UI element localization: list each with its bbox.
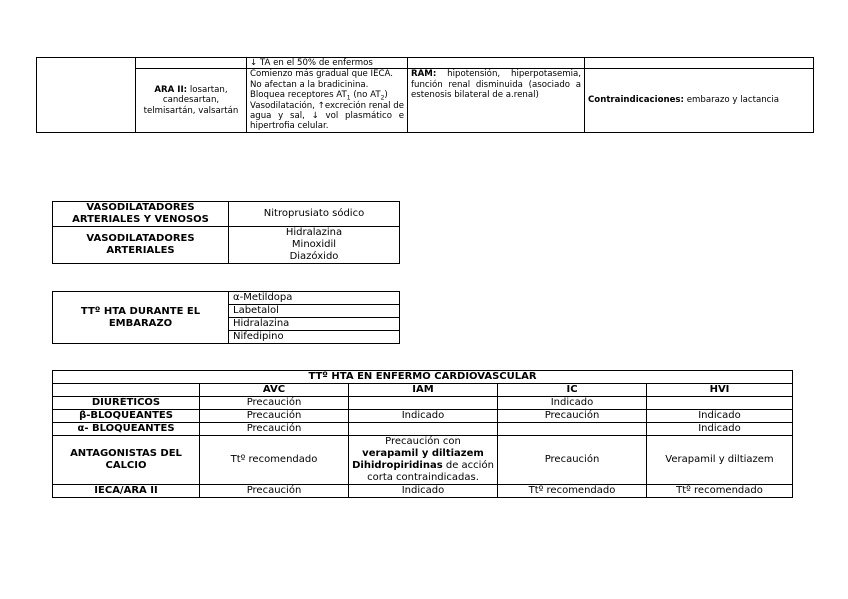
vasodilator-label: VASODILATADORES ARTERIALES bbox=[53, 227, 229, 264]
iam-text: Precaución con bbox=[385, 436, 461, 447]
pregnancy-drug: Labetalol bbox=[229, 305, 400, 318]
vasodilator-drug: Nitroprusiato sódico bbox=[229, 202, 400, 227]
header-row bbox=[53, 384, 793, 397]
cardio-table-title: TTº HTA EN ENFERMO CARDIOVASCULAR bbox=[53, 371, 793, 384]
table-cell: Indicado bbox=[498, 397, 647, 410]
row-label: IECA/ARA II bbox=[53, 485, 200, 498]
table-row bbox=[53, 410, 793, 423]
ram-text: hipotensión, hiperpotasemia, función renal disminuida (asociado a estenosis bilateral de a.renal) bbox=[411, 69, 581, 101]
vasodilator-drug: Hidralazina bbox=[285, 227, 343, 238]
pregnancy-drug: Hidralazina bbox=[229, 318, 400, 331]
table-row bbox=[53, 423, 793, 436]
table-cell: Verapamil y diltiazem bbox=[647, 436, 793, 485]
ram-label: RAM: bbox=[411, 69, 437, 80]
vasodilators-table bbox=[52, 201, 400, 264]
ara-top-effect: ↓ TA en el 50% de enfermos bbox=[247, 58, 408, 69]
table-cell: Precaución bbox=[498, 436, 647, 485]
vasodilator-drug: Minoxidil bbox=[291, 239, 337, 250]
column-header bbox=[53, 384, 200, 397]
column-header: AVC bbox=[200, 384, 349, 397]
column-header: IAM bbox=[349, 384, 498, 397]
ara-group-label: ARA II: bbox=[154, 85, 188, 96]
contra-text: embarazo y lactancia bbox=[686, 95, 780, 106]
ara-ii-table bbox=[36, 57, 814, 133]
ara-ram bbox=[408, 69, 585, 132]
empty-cell bbox=[585, 58, 814, 69]
table-cell: Ttº recomendado bbox=[647, 485, 793, 498]
mechanism-line: Comienzo más gradual que IECA. bbox=[250, 69, 393, 80]
iam-text-bold: Dihidropiridinas bbox=[352, 460, 443, 471]
row-label: ANTAGONISTAS DEL CALCIO bbox=[53, 436, 200, 485]
empty-cell bbox=[136, 58, 247, 69]
pregnancy-table bbox=[52, 291, 400, 344]
iam-text: de acción corta contraindicadas. bbox=[367, 460, 494, 483]
vasodilator-label: VASODILATADORES ARTERIALES Y VENOSOS bbox=[53, 202, 229, 227]
table-cell bbox=[349, 397, 498, 410]
iam-text-bold: verapamil y diltiazem bbox=[362, 448, 484, 459]
table-cell: Precaución bbox=[200, 410, 349, 423]
table-cell: Indicado bbox=[349, 485, 498, 498]
contra-label: Contraindicaciones: bbox=[588, 95, 684, 106]
row-label: DIURÉTICOS bbox=[53, 397, 200, 410]
row-label: α- BLOQUEANTES bbox=[53, 423, 200, 436]
table-cell: Indicado bbox=[647, 423, 793, 436]
vasodilator-drug: Diazóxido bbox=[289, 251, 339, 262]
table-cell bbox=[349, 423, 498, 436]
mechanism-line: Bloquea receptores $AT_1$ (no $AT_2$) bbox=[250, 90, 388, 102]
table-cell: Precaución bbox=[498, 410, 647, 423]
vasodilator-drugs bbox=[229, 227, 400, 264]
ara-drug-group bbox=[136, 69, 247, 132]
table-row bbox=[53, 202, 400, 227]
table-row bbox=[53, 227, 400, 264]
row-label: β-BLOQUEANTES bbox=[53, 410, 200, 423]
pregnancy-drug: Nifedipino bbox=[229, 331, 400, 344]
table-cell: Ttº recomendado bbox=[200, 436, 349, 485]
column-header: IC bbox=[498, 384, 647, 397]
empty-cell bbox=[37, 58, 136, 133]
table-cell bbox=[498, 423, 647, 436]
column-header: HVI bbox=[647, 384, 793, 397]
table-cell: Precaución bbox=[200, 423, 349, 436]
table-cell: Indicado bbox=[647, 410, 793, 423]
ara-mechanism bbox=[247, 69, 408, 132]
pregnancy-drug: α-Metildopa bbox=[229, 292, 400, 305]
table-cell bbox=[647, 397, 793, 410]
table-row bbox=[53, 397, 793, 410]
mechanism-line: No afectan a la bradicinina. bbox=[250, 79, 369, 90]
mechanism-line: Vasodilatación, ↑excreción renal de agua y sal, ↓ vol plasmático e hipertrofia celular. bbox=[250, 100, 405, 132]
table-cell: Precaución bbox=[200, 485, 349, 498]
ara-contraindications bbox=[585, 69, 814, 132]
table-cell: Precaución bbox=[200, 397, 349, 410]
cardiovascular-table bbox=[52, 370, 793, 498]
empty-cell bbox=[408, 58, 585, 69]
table-cell: Ttº recomendado bbox=[498, 485, 647, 498]
pregnancy-label: TTº HTA DURANTE EL EMBARAZO bbox=[53, 292, 229, 344]
table-row bbox=[53, 436, 793, 485]
table-cell bbox=[349, 436, 498, 485]
table-cell: Indicado bbox=[349, 410, 498, 423]
ara-drug-list: losartan, candesartan, telmisartán, valsartán bbox=[143, 85, 239, 116]
table-row bbox=[53, 485, 793, 498]
